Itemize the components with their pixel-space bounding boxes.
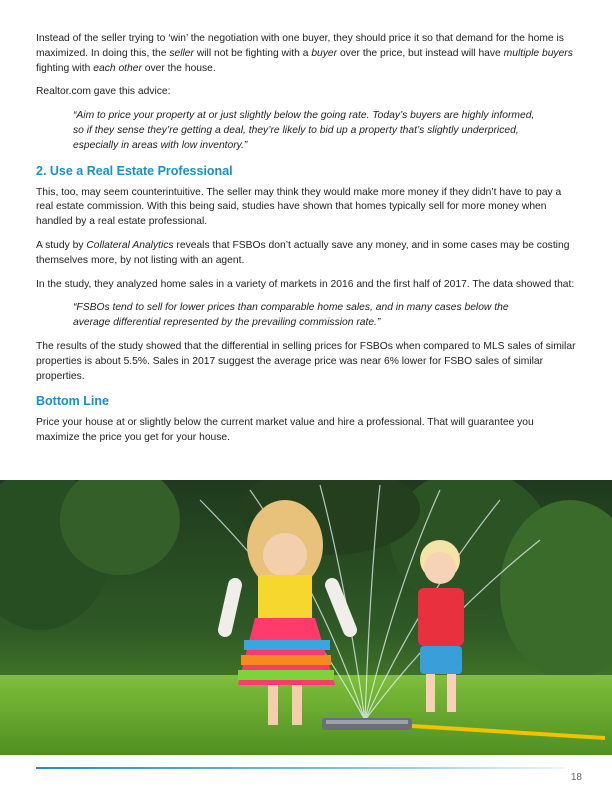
emphasis-buyer: buyer [311,47,338,59]
page-number: 18 [570,772,582,783]
fsbo-quote: “FSBOs tend to sell for lower prices than comparable home sales, and in many cases below the average differential represented by the prevailing commission rate.” [73,302,509,329]
emphasis-multiple-buyers: multiple buyers [503,47,573,59]
photo-illustration [0,480,612,755]
bottom-line-heading: Bottom Line [36,394,109,409]
analysis-paragraph: In the study, they analyzed home sales in a variety of markets in 2016 and the first half of 2017. The data showed that: [36,278,575,290]
study-source: Collateral Analytics [86,239,174,251]
study-paragraph: A study by Collateral Analytics reveals that FSBOs don’t actually save any money, and in some cases may be costing themselves more, by not listing with an agent. [36,239,570,266]
article-body [36,32,576,455]
section-heading-real-estate-professional: 2. Use a Real Estate Professional [36,163,233,178]
realtor-quote: “Aim to price your property at or just slightly below the going rate. Today’s buyers are highly informed, so if they sense they’re getting a deal, they’re likely to bid up a property that’s slightly underpriced, especially in areas with low inventory.” [73,110,535,151]
children-sprinkler-photo [0,480,612,755]
commission-paragraph: This, too, may seem counterintuitive. The seller may think they would make more money if they didn’t have to pay a real estate commission. With this being said, studies have shown that homes typically sell for more money when handled by a real estate professional. [36,186,562,228]
bottom-line-text: Price your house at or slightly below the current market value and hire a professional. That will guarantee you maximize the price you get for your house. [36,417,534,444]
footer-divider [36,767,564,769]
intro-paragraph: Instead of the seller trying to ‘win’ the negotiation with one buyer, they should price it so that demand for the home is maximized. In doing this, the seller will not be fighting with a buyer over the price, but instead will have multiple buyers fighting with each other over the house. [36,33,573,74]
results-paragraph: The results of the study showed that the differential in selling prices for FSBOs when compared to MLS sales of similar properties is about 5.5%. Sales in 2017 suggest the average price was near 6% lower for FSBO sales of similar properties. [36,340,576,382]
emphasis-seller: seller [169,47,194,59]
emphasis-each-other: each other [93,62,142,74]
advice-intro: Realtor.com gave this advice: [36,86,171,98]
